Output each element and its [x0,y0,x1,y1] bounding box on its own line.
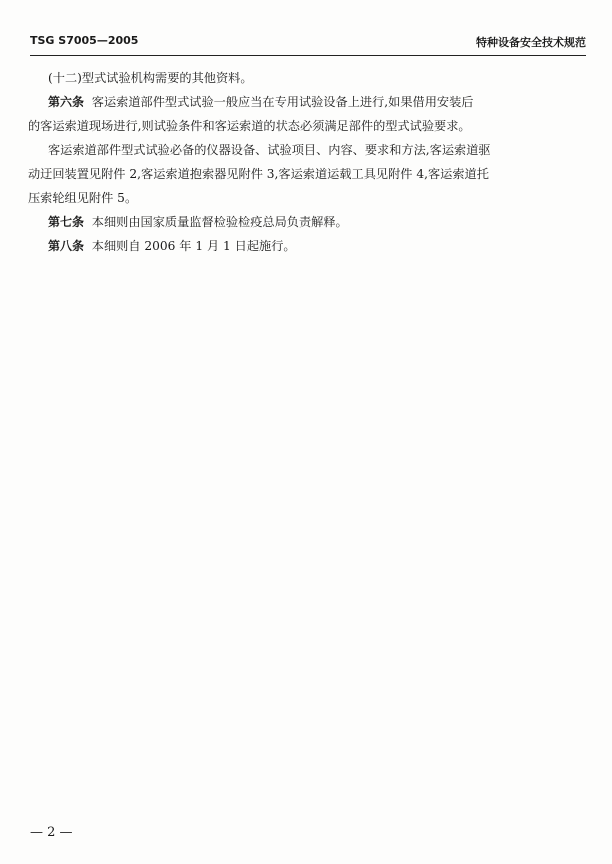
article-6-continuation [28,114,586,138]
article-6-label: 第六条 [48,95,85,109]
page-number: — 2 — [30,825,73,840]
para2-line3-text: 压索轮组见附件 5。 [28,191,138,205]
article-8-paragraph [48,234,586,258]
item-12-paragraph [48,66,586,90]
article-8-text: 本细则自 2006 年 1 月 1 日起施行。 [91,239,296,253]
paragraph-2-line-1 [48,138,586,162]
article-7-label: 第七条 [48,215,85,229]
article-7-text: 本细则由国家质量监督检验检疫总局负责解释。 [91,215,348,229]
item-12-text: (十二)型式试验机构需要的其他资料。 [48,71,253,85]
standard-code: TSG S7005—2005 [30,34,139,47]
article-6-paragraph [48,90,586,114]
para2-line1-text: 客运索道部件型式试验必备的仪器设备、试验项目、内容、要求和方法,客运索道驱 [48,143,491,157]
article-7-paragraph [48,210,586,234]
header-divider [30,55,586,56]
paragraph-2-line-2 [28,162,586,186]
header-title: 特种设备安全技术规范 [476,36,586,49]
article-6-cont-text: 的客运索道现场进行,则试验条件和客运索道的状态必须满足部件的型式试验要求。 [28,119,471,133]
para2-line2-text: 动迂回装置见附件 2,客运索道抱索器见附件 3,客运索道运载工具见附件 4,客运索道托 [28,167,489,181]
paragraph-2-line-3 [28,186,586,210]
article-6-text: 客运索道部件型式试验一般应当在专用试验设备上进行,如果借用安装后 [91,95,474,109]
article-8-label: 第八条 [48,239,85,253]
document-body [28,66,586,258]
page-header [30,34,586,52]
